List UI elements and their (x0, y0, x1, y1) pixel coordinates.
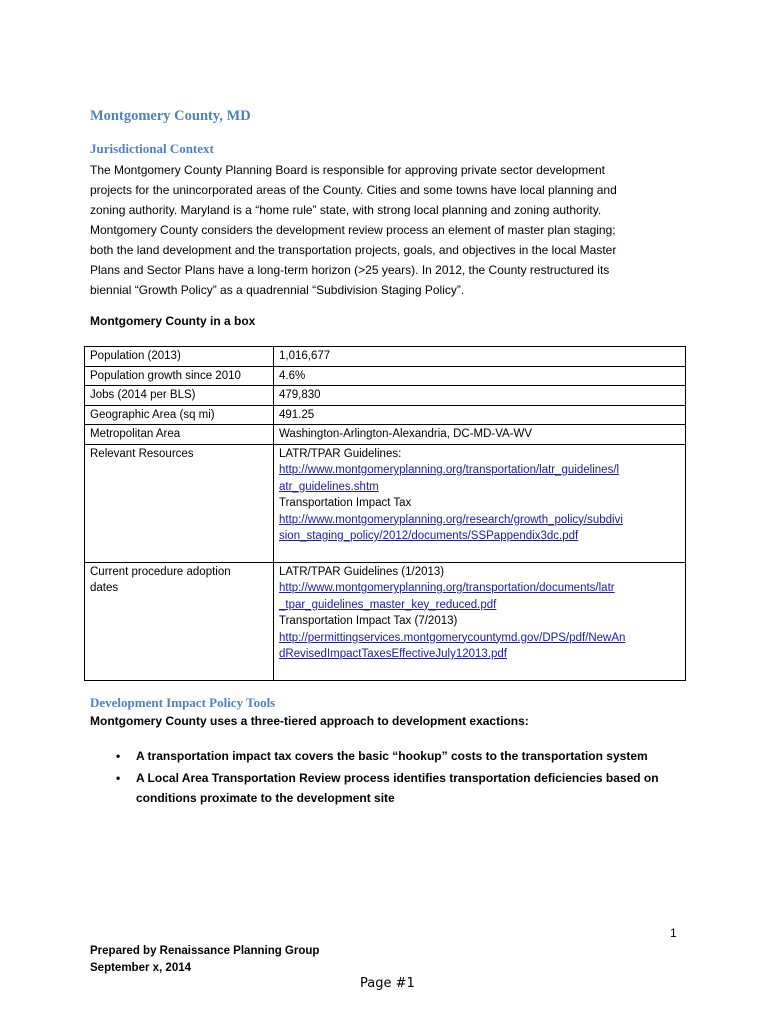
resources-cell (274, 444, 686, 562)
table-row (85, 347, 686, 367)
paragraph-line: Plans and Sector Plans have a long-term horizon (>25 years). In 2012, the County restructured its (90, 263, 610, 277)
resources-label: Relevant Resources (85, 444, 274, 562)
impact-tax-link-cont[interactable]: sion_staging_policy/2012/documents/SSPappendix3dc.pdf (279, 530, 579, 542)
impact-tax-title: Transportation Impact Tax (279, 497, 412, 509)
procedure-label-line: dates (90, 582, 119, 594)
latr-adoption-title: LATR/TPAR Guidelines (1/2013) (279, 565, 445, 578)
bullet-text: A transportation impact tax covers the basic “hookup” costs to the transportation system (136, 749, 648, 763)
table-row (85, 425, 686, 445)
section-heading-development-impact: Development Impact Policy Tools (90, 695, 276, 710)
table-row (85, 366, 686, 386)
bullet-icon: • (116, 771, 121, 785)
county-info-table (84, 346, 686, 681)
table-row (85, 562, 686, 680)
footer-date: September x, 2014 (90, 962, 192, 974)
growth-label: Population growth since 2010 (85, 366, 274, 386)
footer (90, 943, 319, 977)
population-label: Population (2013) (85, 347, 274, 367)
area-label: Geographic Area (sq mi) (85, 405, 274, 425)
paragraph-line: projects for the unincorporated areas of the County. Cities and some towns have local planning and (90, 183, 617, 197)
tax-adoption-title: Transportation Impact Tax (7/2013) (279, 615, 458, 627)
metro-label: Metropolitan Area (85, 425, 274, 445)
list-item (116, 768, 659, 808)
impact-tax-link[interactable]: http://www.montgomeryplanning.org/research/growth_policy/subdivi (279, 513, 623, 526)
paragraph-line: both the land development and the transportation projects, goals, and objectives in the local Master (90, 243, 617, 257)
procedure-label-line: Current procedure adoption (90, 565, 231, 578)
growth-value: 4.6% (274, 366, 686, 386)
jurisdictional-context-paragraph (90, 160, 690, 300)
jobs-label: Jobs (2014 per BLS) (85, 386, 274, 406)
list-item (116, 746, 659, 766)
document-title: Montgomery County, MD (90, 108, 251, 124)
section-heading-jurisdictional-context: Jurisdictional Context (90, 141, 214, 156)
bullet-list (116, 746, 659, 810)
area-value: 491.25 (274, 405, 686, 425)
jobs-value: 479,830 (274, 386, 686, 406)
paragraph-line: zoning authority. Maryland is a “home rule” state, with strong local planning and zoning authority. (90, 203, 602, 217)
table-row (85, 405, 686, 425)
latr-adoption-link-cont[interactable]: _tpar_guidelines_master_key_reduced.pdf (279, 598, 497, 611)
tax-adoption-link[interactable]: http://permittingservices.montgomerycountymd.gov/DPS/pdf/NewAn (279, 631, 626, 644)
population-value: 1,016,677 (274, 347, 686, 367)
development-impact-intro: Montgomery County uses a three-tiered approach to development exactions: (90, 714, 529, 728)
latr-adoption-link[interactable]: http://www.montgomeryplanning.org/transportation/documents/latr (279, 582, 615, 594)
bullet-text-cont: conditions proximate to the development site (136, 791, 395, 805)
page-number: 1 (670, 926, 677, 940)
procedure-label (85, 562, 274, 680)
paragraph-line: Montgomery County considers the development review process an element of master plan staging; (90, 223, 616, 237)
box-title: Montgomery County in a box (90, 314, 256, 328)
bullet-icon: • (116, 749, 121, 763)
page-label: Page #1 (360, 976, 415, 991)
bullet-text: A Local Area Transportation Review process identifies transportation deficiencies based on (136, 771, 659, 785)
latr-guidelines-link[interactable]: http://www.montgomeryplanning.org/transportation/latr_guidelines/l (279, 464, 620, 476)
footer-prepared-by: Prepared by Renaissance Planning Group (90, 945, 320, 957)
paragraph-line: The Montgomery County Planning Board is responsible for approving private sector development (90, 163, 605, 177)
table-row (85, 444, 686, 562)
latr-guidelines-title: LATR/TPAR Guidelines: (279, 447, 402, 460)
table-row (85, 386, 686, 406)
procedure-cell (274, 562, 686, 680)
paragraph-line: biennial “Growth Policy” as a quadrennial “Subdivision Staging Policy”. (90, 283, 465, 297)
tax-adoption-link-cont[interactable]: dRevisedImpactTaxesEffectiveJuly12013.pdf (279, 648, 508, 660)
latr-guidelines-link-cont[interactable]: atr_guidelines.shtm (279, 480, 379, 493)
metro-value: Washington-Arlington-Alexandria, DC-MD-VA-WV (274, 425, 686, 445)
